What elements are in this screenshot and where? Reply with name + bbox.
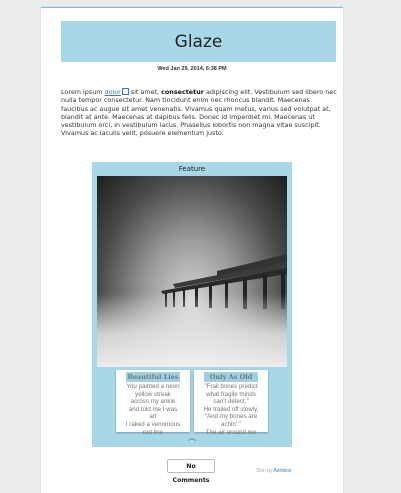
journal-page xyxy=(41,7,343,493)
swirl-icon: ෴ xyxy=(187,434,197,444)
poem-line: achin'." xyxy=(221,420,241,428)
post-body xyxy=(61,88,337,138)
poem-line: red line xyxy=(142,428,164,436)
no-comments-button[interactable]: No Comments xyxy=(167,459,215,473)
feature-title: Feature xyxy=(178,165,206,173)
poem-line: He trailed off slowly, xyxy=(203,405,259,413)
poem-line: I raked a venomous xyxy=(125,420,181,428)
poem-card-excerpt xyxy=(118,383,188,436)
poem-line: what fragile minds xyxy=(206,390,256,398)
pier-illustration xyxy=(97,176,287,367)
featured-pier-photo[interactable] xyxy=(97,176,287,367)
poem-line: "And my bones are xyxy=(204,413,258,421)
poem-card-title: Beautiful Lies xyxy=(127,373,179,381)
poem-card-title: Only As Old xyxy=(204,372,258,382)
body-text-rest: adipiscing elit. Vestibulum sed libero nec nulla tempor consectetur. Nam tincidunt enim nec rhoncus blandit. Maecenas faucibus ac augue sit amet venenatis. Vivamus quam metus, varius sed volutpat at, blandit at ante. Maecenas at dapibus felis. Donec id imperdiet mi. Maecenas ut vestibulum orci, in vestibulum lacus. Phasellus lobortis non magna vitae suscipit. Vivamus ac iaculis velit, posuere elementum justo. xyxy=(61,88,337,138)
poem-line: can't detect," xyxy=(213,398,249,406)
feature-box xyxy=(92,162,292,447)
body-text-middle: sit amet, xyxy=(130,88,162,96)
skin-credit-prefix: Skin by xyxy=(256,468,274,474)
skin-credit xyxy=(256,468,291,474)
body-text-start: Lorem ipsum xyxy=(61,88,105,96)
poem-card-excerpt xyxy=(196,383,266,436)
bold-text: consectetur xyxy=(161,88,204,96)
page-title: Glaze xyxy=(174,31,223,52)
poem-line: art xyxy=(149,413,157,421)
poem-line: You painted a neon xyxy=(126,383,180,390)
poem-line: and told me I was xyxy=(128,405,178,413)
poem-line: across my ankle xyxy=(130,398,176,406)
poem-line: yellow streak xyxy=(135,390,171,398)
poem-line: "Frail bones predict xyxy=(204,383,258,390)
skin-author-link[interactable]: Astrikos xyxy=(273,468,292,474)
post-date: Wed Jan 29, 2014, 6:38 PM xyxy=(157,66,227,72)
poem-card-only-as-old[interactable] xyxy=(194,370,268,436)
poem-card-beautiful-lies[interactable] xyxy=(116,370,190,436)
title-banner xyxy=(61,21,336,62)
dolor-link[interactable]: dolor xyxy=(104,88,121,96)
external-link-icon xyxy=(122,88,129,95)
poem-line: The air around me xyxy=(205,428,257,436)
